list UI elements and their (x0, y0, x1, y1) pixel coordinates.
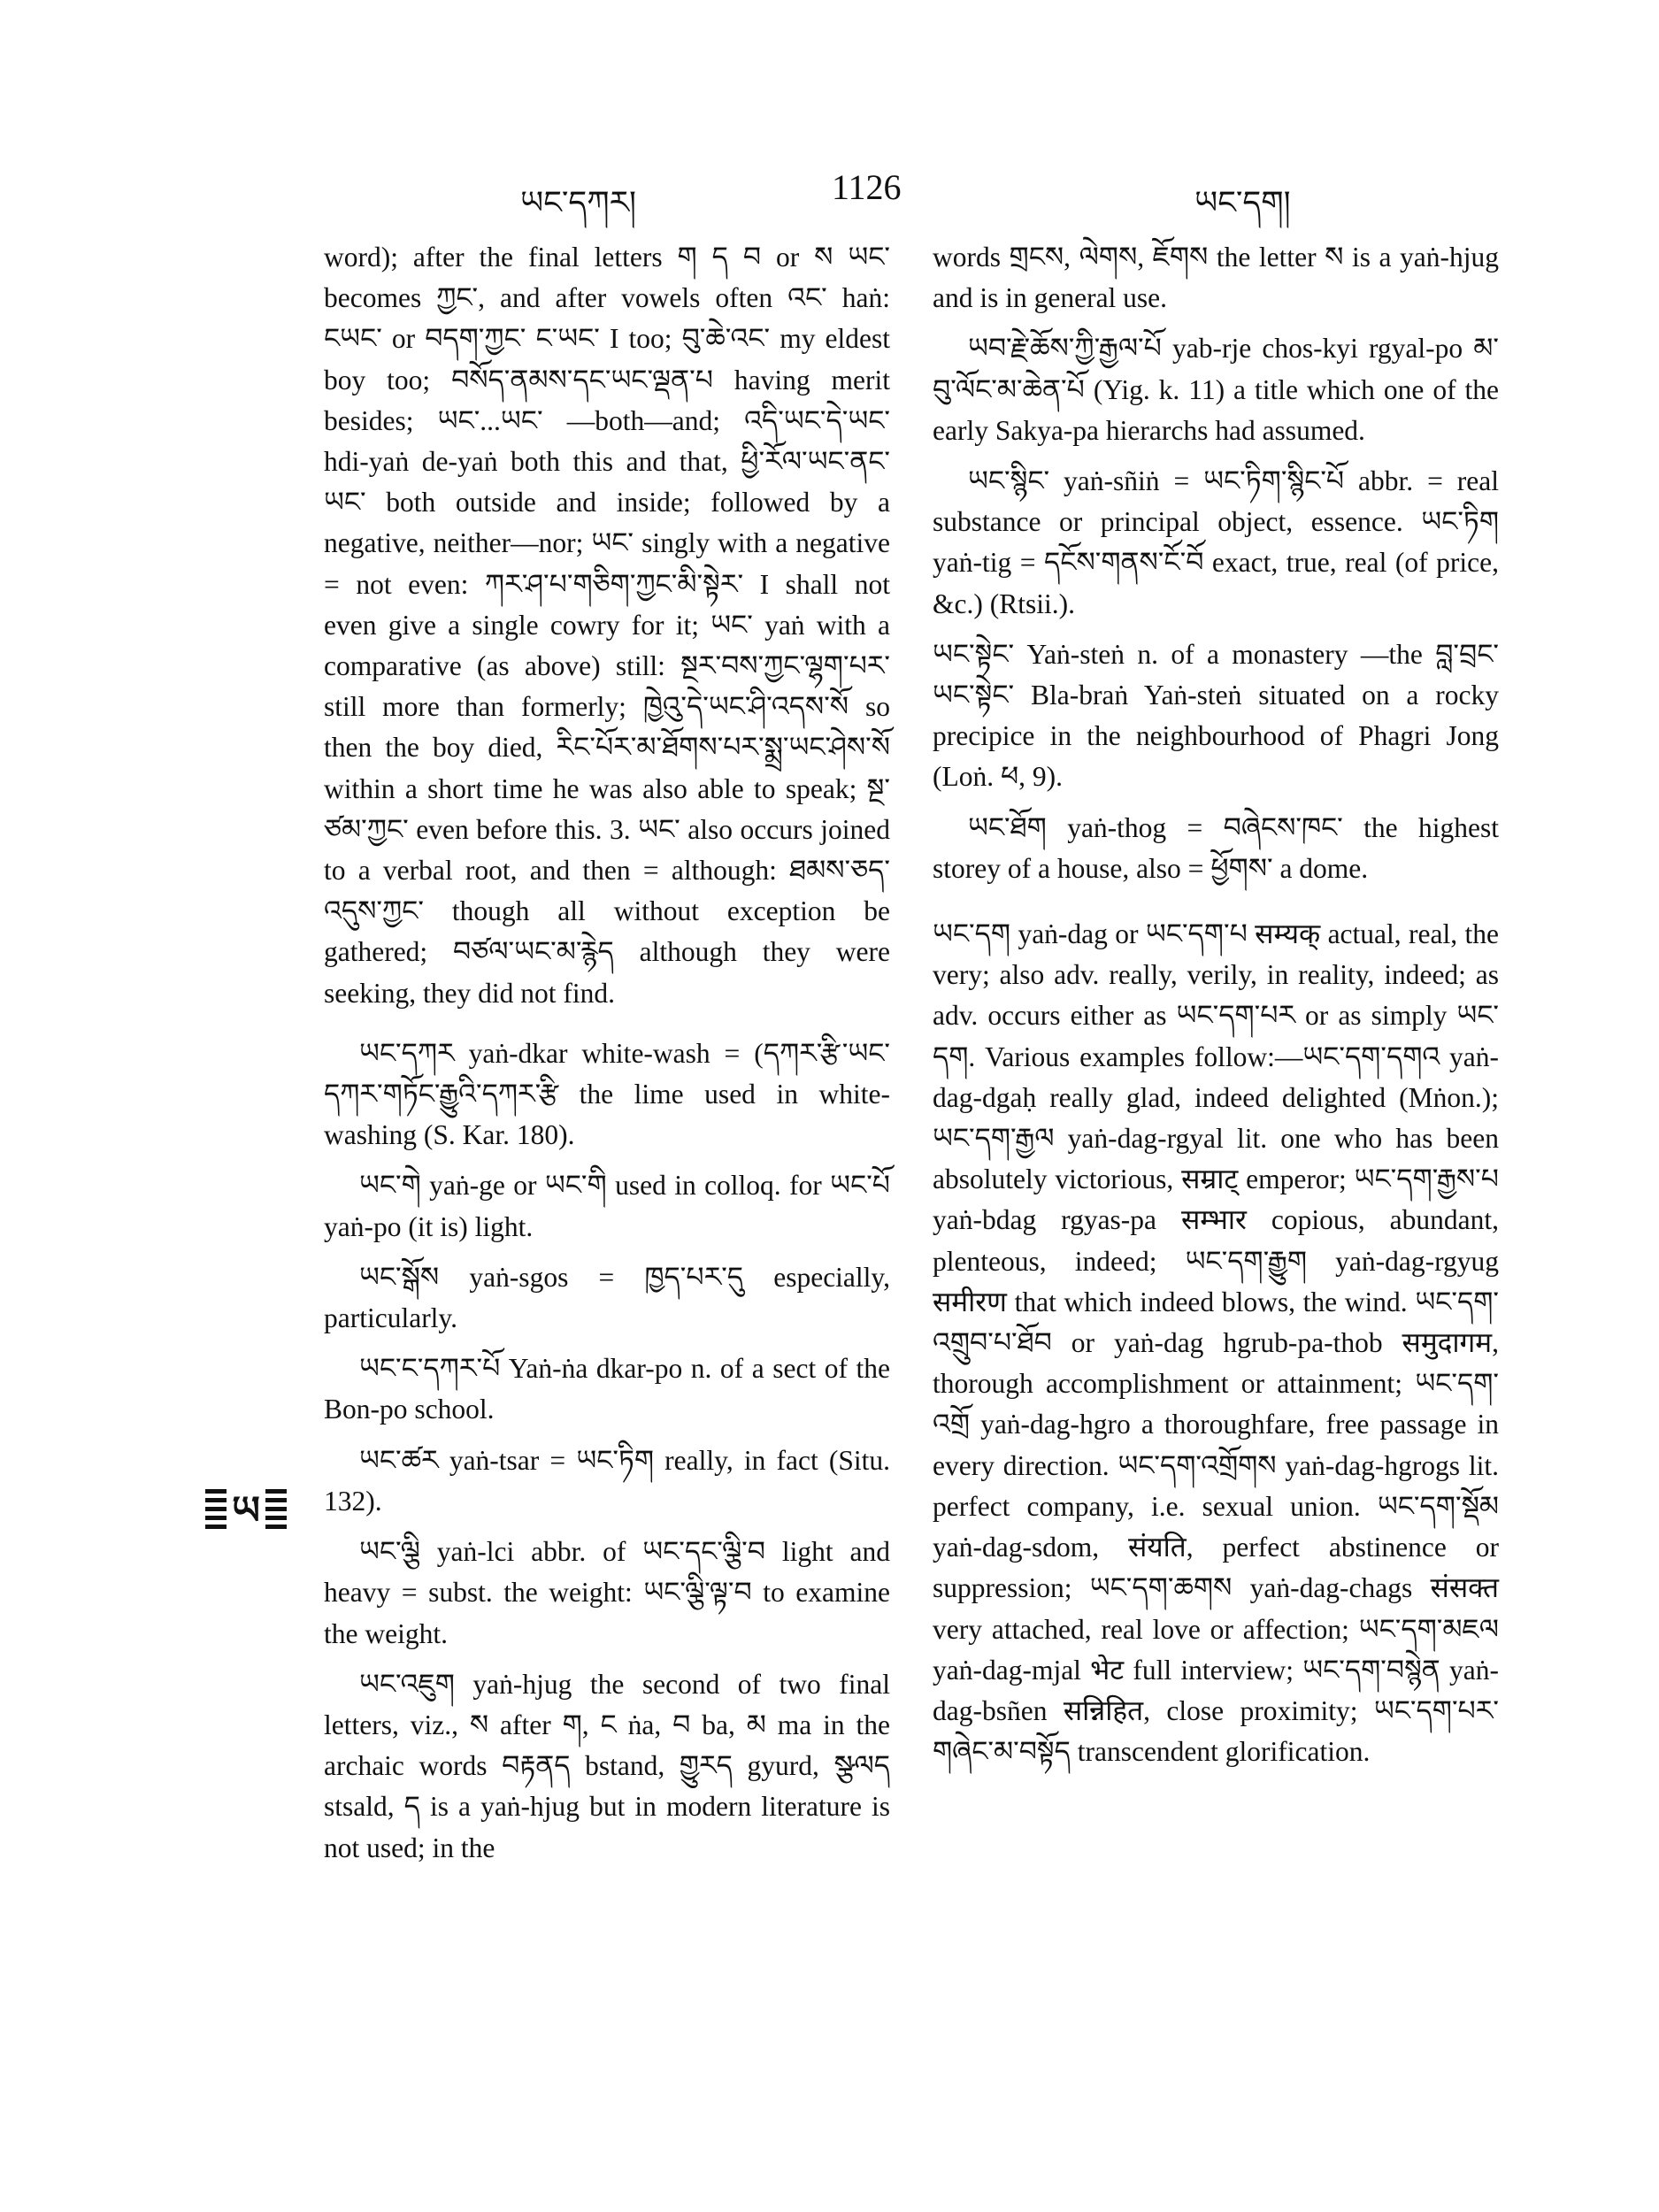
entry-yang-nga-dkar-po: ཡང་ང་དཀར་པོ Yaṅ-ṅa dkar-po n. of a sect of the Bon-po school. (324, 1353, 890, 1425)
page-header (0, 166, 1659, 219)
entry-yab-rje: ཡབ་རྗེ་ཆོས་ཀྱི་རྒྱལ་པོ yab-rje chos-kyi rgyal-po མ་བུ་ལོང་མ་ཆེན་པོ (Yig. k. 11) a title which one of the early Sakya-pa hierarchs had assumed. (933, 333, 1499, 446)
running-head-left: ཡང་དཀར། (520, 185, 637, 221)
entry-yang-tsar: ཡང་ཚར yaṅ-tsar = ཡང་ཏིག really, in fact (Situ. 132). (324, 1444, 890, 1517)
entry-text: words གྲངས, ལེགས, ཇོགས the letter ས is a yaṅ-hjug and is in general use. (933, 242, 1499, 314)
entry-yang-lci: ཡང་ལྕི yaṅ-lci abbr. of ཡང་དང་ལྕི་བ light and heavy = subst. the weight: ཡང་ལྕི་ལྟ་བ to examine the weight. (324, 1536, 890, 1649)
running-head-right: ཡང་དག། (1194, 185, 1291, 221)
margin-letter-tab (205, 1489, 287, 1533)
entry-yang-hjug: ཡང་འཇུག yaṅ-hjug the second of two final letters, viz., ས after ག, ང ṅa, བ ba, མ ma in the archaic words བརྟནད bstand, གྱུརད gyurd, སྩལད stsald, ད is a yaṅ-hjug but in modern literature is not used; in the (324, 1668, 890, 1863)
entry-yang-steng: ཡང་སྟེང་ Yaṅ-steṅ n. of a monastery —the བླ་བྲང་ཡང་སྟེང་ Bla-braṅ Yaṅ-steṅ situated on a rocky precipice in the neighbourhood of Phagri Jong (Loṅ. ཕ, 9). (933, 638, 1499, 793)
entry-yang-ge: ཡང་གེ yaṅ-ge or ཡང་གི used in colloq. for ཡང་པོ yaṅ-po (it is) light. (324, 1170, 890, 1242)
left-column (324, 237, 890, 1878)
entry-yang-snying: ཡང་སྙིང་ yaṅ-sñiṅ = ཡང་ཏིག་སྙིང་པོ abbr. = real substance or principal object, essence. ཡང་ཏིག yaṅ-tig = དངོས་གནས་ངོ་བོ exact, true, real (of price, &c.) (Rtsii.). (933, 465, 1499, 619)
entry-yang-dag: ཡང་དག yaṅ-dag or ཡང་དག་པ सम्यक् actual, real, the very; also adv. really, verily, in reality, indeed; as adv. occurs either as ཡང་དག་པར or as simply ཡང་དག. Various examples follow:—ཡང་དག་དགའ yaṅ-dag-dgaḥ really glad, indeed delighted (Mṅon.); ཡང་དག་རྒྱལ yaṅ-dag-rgyal lit. one who has been absolutely victorious, सम्राट् emperor; ཡང་དག་རྒྱས་པ yaṅ-bdag rgyas-pa सम्भार copious, abundant, plenteous, indeed; ཡང་དག་རྒྱུག yaṅ-dag-rgyug समीरण that which indeed blows, the wind. ཡང་དག་འགྲུབ་པ་ཐོབ or yaṅ-dag hgrub-pa-thob समुदागम, thorough accomplishment or attainment; ཡང་དག་འགྲོ yaṅ-dag-hgro a thoroughfare, free passage in every direction. ཡང་དག་འགྲོགས yaṅ-dag-hgrogs lit. perfect company, i.e. sexual union. ཡང་དག་སྡོམ yaṅ-dag-sdom, संयति, perfect abstinence or suppression; ཡང་དག་ཆགས yaṅ-dag-chags संसक्त very attached, real love or affection; ཡང་དག་མཇལ yaṅ-dag-mjal भेट full interview; ཡང་དག་བསྙེན yaṅ-dag-bsñen सन्निहित, close proximity; ཡང་དག་པར་གཞེང་མ་བསྟོད transcendent glorification. (933, 918, 1499, 1768)
entry-yang-thog: ཡང་ཐོག yaṅ-thog = བཞེངས་ཁང་ the highest storey of a house, also = ཕྱོགས་ a dome. (933, 811, 1499, 884)
page-number: 1126 (832, 167, 902, 207)
entry-text: word); after the final letters ག ད བ or ས ཡང་ becomes ཀྱང་, and after vowels often འང་ haṅ: ངཡང་ or བདག་ཀྱང་ ང་ཡང་ I too; བུ་ཆེ་འང་ my eldest boy too; བསོད་ནམས་དང་ཡང་ལྡན་པ having merit besides; ཡང་...ཡང་ —both—and; འདི་ཡང་དེ་ཡང་ hdi-yaṅ de-yaṅ both this and that, ཕྱི་རོལ་ཡང་ནང་ཡང་ both outside and inside; followed by a negative, neither—nor; ཡང་ singly with a negative = not even: ཀར་ཤ་པ་གཅིག་ཀྱང་མི་སྟེར་ I shall not even give a single cowry for it; ཡང་ yaṅ with a comparative (as above) still: སྔར་བས་ཀྱང་ལྷག་པར་ still more than formerly; ཁྱེའུ་དེ་ཡང་ཤི་འདས་སོ so then the boy died, རིང་པོར་མ་ཐོགས་པར་སྨྲ་ཡང་ཤེས་སོ within a short time he was also able to speak; སྔ་ཙམ་ཀྱང་ even before this. 3. ཡང་ also occurs joined to a verbal root, and then = although: ཐམས་ཅད་འདུས་ཀྱང་ though all without exception be gathered; བཙལ་ཡང་མ་རྙེད although they were seeking, they did not find. (324, 242, 890, 1009)
entry-yang-sgos: ཡང་སྒོས yaṅ-sgos = ཁྱད་པར་དུ especially, particularly. (324, 1261, 890, 1334)
entry-yang-dkar: ཡང་དཀར yaṅ-dkar white-wash = (དཀར་རྩི་ཡང་དཀར་གཏོང་རྒྱུའི་དཀར་རྩི the lime used in white-washing (S. Kar. 180). (324, 1037, 890, 1151)
right-column (933, 237, 1499, 1782)
margin-letter: ཡ (227, 1488, 265, 1533)
